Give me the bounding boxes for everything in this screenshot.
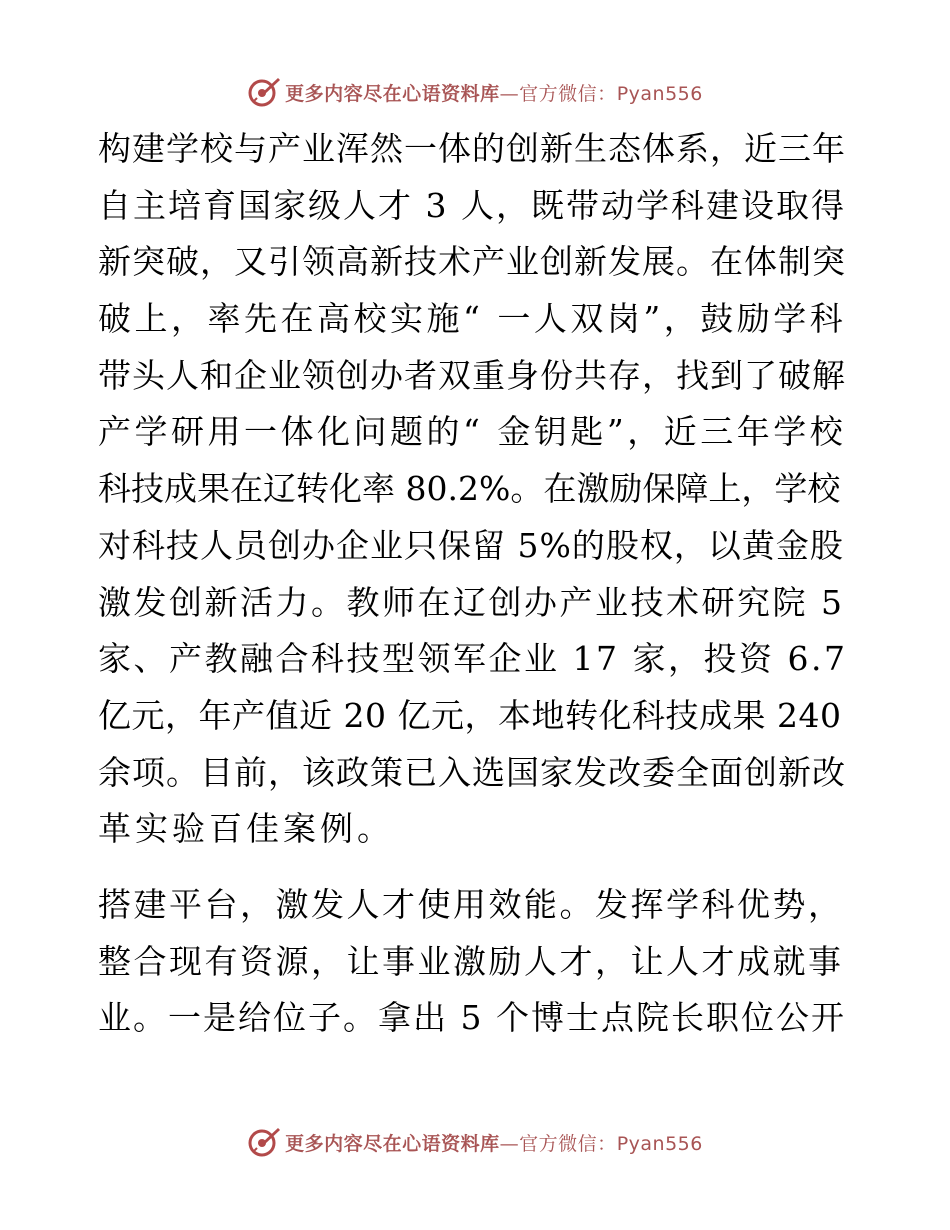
pen-logo-icon [247, 1125, 281, 1159]
body-text-line: 破上，率先在高校实施“ 一人双岗”，鼓励学科 [98, 299, 847, 338]
footer-banner [0, 1122, 950, 1162]
body-text-line: 亿元，年产值近 20 亿元，本地转化科技成果 240 [98, 696, 842, 735]
banner-site-text: 更多内容尽在心语资料库 [285, 1132, 500, 1155]
body-text-line: 家、产教融合科技型领军企业 17 家，投资 6.7 [98, 639, 848, 678]
body-text-line: 构建学校与产业浑然一体的创新生态体系，近三年 [98, 129, 846, 168]
body-text-line: 业。一是给位子。拿出 5 个博士点院长职位公开 [98, 998, 846, 1037]
body-text-line: 余项。目前，该政策已入选国家发改委全面创新改 [98, 753, 846, 792]
body-text-line: 整合现有资源，让事业激励人才，让人才成就事 [98, 942, 844, 981]
header-banner [0, 72, 950, 112]
pen-logo-icon [247, 75, 281, 109]
body-text-line: 科技成果在辽转化率 80.2%。在激励保障上，学校 [98, 469, 841, 508]
body-text-line: 带头人和企业领创办者双重身份共存，找到了破解 [98, 356, 846, 395]
body-text-line: 新突破，又引领高新技术产业创新发展。在体制突 [98, 242, 846, 281]
banner-dash: — [499, 1132, 520, 1155]
body-text-line: 搭建平台，激发人才使用效能。发挥学科优势， [98, 885, 844, 924]
body-text-line: 激发创新活力。教师在辽创办产业技术研究院 5 [98, 583, 845, 622]
body-text-line: 自主培育国家级人才 3 人，既带动学科建设取得 [98, 186, 846, 225]
banner-wechat-id: Pyan556 [616, 1132, 703, 1155]
banner-site-text: 更多内容尽在心语资料库 [285, 82, 500, 105]
body-text-line: 对科技人员创办企业只保留 5%的股权，以黄金股 [98, 526, 844, 565]
body-text-line: 产学研用一体化问题的“ 金钥匙”，近三年学校 [98, 412, 847, 451]
body-text-line: 革实验百佳案例。 [98, 809, 394, 848]
banner-wechat-label: 官方微信： [519, 1132, 617, 1155]
banner-wechat-label: 官方微信： [519, 82, 617, 105]
banner-wechat-id: Pyan556 [616, 82, 703, 105]
banner-dash: — [499, 82, 520, 105]
